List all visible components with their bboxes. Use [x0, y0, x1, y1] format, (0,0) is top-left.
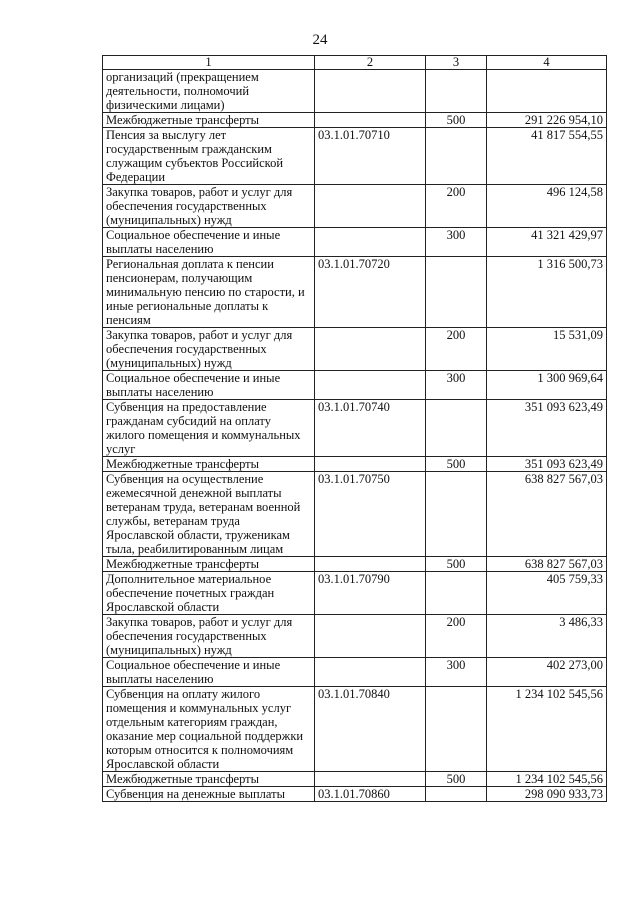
row-code-cell — [315, 371, 426, 400]
row-amount-cell: 291 226 954,10 — [487, 113, 607, 128]
row-amount-cell: 41 817 554,55 — [487, 128, 607, 185]
row-expense-type-cell: 500 — [426, 557, 487, 572]
row-name-cell: Региональная доплата к пенсии пенсионерам, получающим минимальную пенсию по старости, и иные региональные доплаты к пенсиям — [103, 257, 315, 328]
row-expense-type-cell: 500 — [426, 772, 487, 787]
row-amount-cell: 638 827 567,03 — [487, 472, 607, 557]
row-code-cell — [315, 70, 426, 113]
row-amount-cell: 298 090 933,73 — [487, 787, 607, 802]
table-row — [103, 371, 607, 400]
column-header-2: 2 — [315, 56, 426, 70]
table-row — [103, 787, 607, 802]
row-code-cell — [315, 457, 426, 472]
row-name-cell: Социальное обеспечение и иные выплаты населению — [103, 658, 315, 687]
table-row — [103, 70, 607, 113]
row-name-cell: Закупка товаров, работ и услуг для обеспечения государственных (муниципальных) нужд — [103, 615, 315, 658]
row-name-cell: Межбюджетные трансферты — [103, 113, 315, 128]
row-code-cell — [315, 113, 426, 128]
row-expense-type-cell — [426, 257, 487, 328]
row-code-cell: 03.1.01.70720 — [315, 257, 426, 328]
table-header-row — [103, 56, 607, 70]
row-amount-cell: 3 486,33 — [487, 615, 607, 658]
table-row — [103, 128, 607, 185]
row-code-cell — [315, 328, 426, 371]
row-name-cell: Субвенция на осуществление ежемесячной денежной выплаты ветеранам труда, ветеранам военной службы, ветеранам труда Ярославской области, труженикам тыла, реабилитированным лицам — [103, 472, 315, 557]
row-code-cell — [315, 615, 426, 658]
row-name-cell: Закупка товаров, работ и услуг для обеспечения государственных (муниципальных) нужд — [103, 185, 315, 228]
row-name-cell: Межбюджетные трансферты — [103, 457, 315, 472]
column-header-3: 3 — [426, 56, 487, 70]
row-name-cell: Субвенция на денежные выплаты — [103, 787, 315, 802]
table-row — [103, 257, 607, 328]
row-expense-type-cell: 300 — [426, 228, 487, 257]
row-amount-cell: 402 273,00 — [487, 658, 607, 687]
column-header-4: 4 — [487, 56, 607, 70]
row-amount-cell: 15 531,09 — [487, 328, 607, 371]
table-body — [103, 70, 607, 802]
row-expense-type-cell — [426, 687, 487, 772]
row-name-cell: Субвенция на предоставление гражданам субсидий на оплату жилого помещения и коммунальных услуг — [103, 400, 315, 457]
row-expense-type-cell: 300 — [426, 658, 487, 687]
row-name-cell: Межбюджетные трансферты — [103, 772, 315, 787]
row-amount-cell — [487, 70, 607, 113]
row-expense-type-cell — [426, 472, 487, 557]
row-name-cell: Закупка товаров, работ и услуг для обеспечения государственных (муниципальных) нужд — [103, 328, 315, 371]
row-expense-type-cell — [426, 128, 487, 185]
table-row — [103, 113, 607, 128]
row-name-cell: Пенсия за выслугу лет государственным гражданским служащим субъектов Российской Федерации — [103, 128, 315, 185]
row-amount-cell: 405 759,33 — [487, 572, 607, 615]
table-row — [103, 328, 607, 371]
row-amount-cell: 1 316 500,73 — [487, 257, 607, 328]
table-row — [103, 472, 607, 557]
row-code-cell — [315, 557, 426, 572]
row-expense-type-cell — [426, 70, 487, 113]
row-expense-type-cell: 200 — [426, 185, 487, 228]
row-amount-cell: 41 321 429,97 — [487, 228, 607, 257]
row-code-cell — [315, 185, 426, 228]
row-name-cell: Субвенция на оплату жилого помещения и коммунальных услуг отдельным категориям граждан, оказание мер социальной поддержки которым относится к полномочиям Ярославской области — [103, 687, 315, 772]
table-row — [103, 185, 607, 228]
row-name-cell: Межбюджетные трансферты — [103, 557, 315, 572]
row-code-cell: 03.1.01.70840 — [315, 687, 426, 772]
row-name-cell: Социальное обеспечение и иные выплаты населению — [103, 228, 315, 257]
row-amount-cell: 1 234 102 545,56 — [487, 772, 607, 787]
row-name-cell: организаций (прекращением деятельности, полномочий физическими лицами) — [103, 70, 315, 113]
column-header-1: 1 — [103, 56, 315, 70]
table-row — [103, 572, 607, 615]
row-amount-cell: 351 093 623,49 — [487, 400, 607, 457]
row-expense-type-cell: 300 — [426, 371, 487, 400]
table-row — [103, 228, 607, 257]
row-expense-type-cell: 200 — [426, 615, 487, 658]
table-row — [103, 658, 607, 687]
row-amount-cell: 638 827 567,03 — [487, 557, 607, 572]
table-row — [103, 772, 607, 787]
row-expense-type-cell — [426, 572, 487, 615]
row-amount-cell: 496 124,58 — [487, 185, 607, 228]
row-amount-cell: 1 300 969,64 — [487, 371, 607, 400]
table-row — [103, 615, 607, 658]
row-name-cell: Дополнительное материальное обеспечение почетных граждан Ярославской области — [103, 572, 315, 615]
row-code-cell: 03.1.01.70860 — [315, 787, 426, 802]
row-expense-type-cell — [426, 787, 487, 802]
row-amount-cell: 1 234 102 545,56 — [487, 687, 607, 772]
table-row — [103, 557, 607, 572]
table-row — [103, 687, 607, 772]
page-number: 24 — [312, 32, 328, 48]
row-expense-type-cell — [426, 400, 487, 457]
row-code-cell — [315, 658, 426, 687]
row-code-cell — [315, 228, 426, 257]
row-code-cell: 03.1.01.70740 — [315, 400, 426, 457]
row-expense-type-cell: 500 — [426, 113, 487, 128]
row-code-cell — [315, 772, 426, 787]
row-expense-type-cell: 500 — [426, 457, 487, 472]
row-name-cell: Социальное обеспечение и иные выплаты населению — [103, 371, 315, 400]
budget-table — [102, 55, 607, 802]
row-code-cell: 03.1.01.70710 — [315, 128, 426, 185]
row-amount-cell: 351 093 623,49 — [487, 457, 607, 472]
row-code-cell: 03.1.01.70790 — [315, 572, 426, 615]
row-expense-type-cell: 200 — [426, 328, 487, 371]
table-row — [103, 400, 607, 457]
row-code-cell: 03.1.01.70750 — [315, 472, 426, 557]
table-row — [103, 457, 607, 472]
